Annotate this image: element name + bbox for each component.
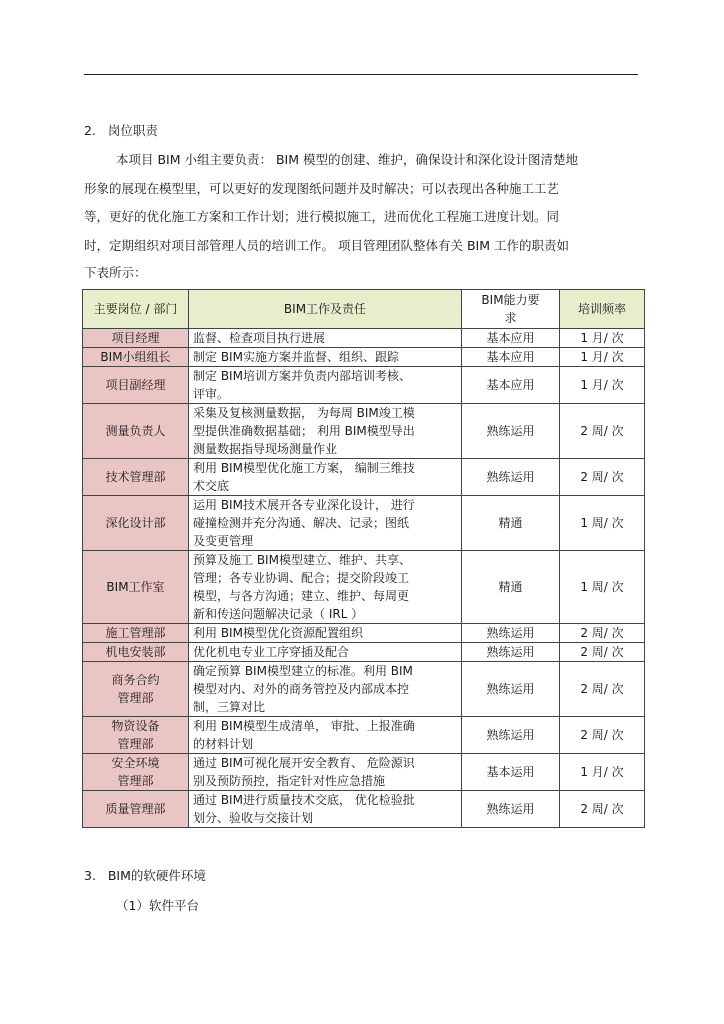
- role-line: BIM工作室: [106, 580, 165, 594]
- duty-cell: [189, 717, 462, 754]
- role-line: BIM小组组长: [100, 350, 171, 364]
- duty-cell: [189, 551, 462, 624]
- section-3-heading: [84, 868, 206, 884]
- duty-cell: [189, 754, 462, 791]
- duty-cell: [189, 662, 462, 717]
- frequency-cell: 2 周/ 次: [560, 624, 645, 643]
- role-line: 项目副经理: [105, 378, 166, 392]
- header-duty: BIM工作及责任: [189, 290, 462, 329]
- table-header-row: [83, 290, 645, 329]
- role-line: 物资设备: [111, 719, 160, 733]
- duty-line: 碰撞检测并充分沟通、解决、记录；图纸: [193, 516, 410, 530]
- table-row: [83, 551, 645, 624]
- role-cell: [83, 459, 189, 496]
- role-line: 项目经理: [111, 331, 160, 345]
- role-cell: [83, 551, 189, 624]
- header-skill-line: 求: [504, 311, 517, 325]
- duty-line: 运用 BIM技术展开各专业深化设计， 进行: [193, 498, 415, 512]
- duty-line: 采集及复核测量数据， 为每周 BIM竣工模: [193, 406, 415, 420]
- duty-line: 测量数据指导现场测量作业: [193, 442, 338, 456]
- role-line: 测量负责人: [105, 424, 166, 438]
- skill-cell: 精通: [462, 496, 560, 551]
- skill-cell: 基本应用: [462, 329, 560, 348]
- duty-line: 利用 BIM模型优化资源配置组织: [193, 626, 363, 640]
- skill-cell: 熟练运用: [462, 643, 560, 662]
- section-2-number: 2.: [84, 123, 96, 138]
- intro-line: 等，更好的优化施工方案和工作计划；进行模拟施工，进而优化工程施工进度计划。同: [84, 209, 560, 224]
- frequency-cell: 2 周/ 次: [560, 662, 645, 717]
- table-row: [83, 717, 645, 754]
- table-row: [83, 367, 645, 404]
- duty-cell: [189, 624, 462, 643]
- duty-cell: [189, 404, 462, 459]
- frequency-cell: 1 周/ 次: [560, 496, 645, 551]
- role-cell: [83, 754, 189, 791]
- skill-cell: 基本应用: [462, 348, 560, 367]
- skill-cell: 熟练运用: [462, 459, 560, 496]
- role-line: 管理部: [117, 774, 154, 788]
- role-cell: [83, 643, 189, 662]
- frequency-cell: 2 周/ 次: [560, 643, 645, 662]
- role-cell: [83, 791, 189, 828]
- duty-line: 利用 BIM模型优化施工方案， 编制三维技: [193, 461, 415, 475]
- table-row: [83, 496, 645, 551]
- duty-line: 管理；各专业协调、配合；提交阶段竣工: [193, 571, 410, 585]
- role-cell: [83, 662, 189, 717]
- table-row: [83, 754, 645, 791]
- duty-cell: [189, 459, 462, 496]
- section-3-number: 3.: [84, 868, 96, 883]
- role-line: 商务合约: [111, 673, 160, 687]
- header-skill-line: BIM能力要: [481, 293, 540, 307]
- duty-cell: [189, 496, 462, 551]
- duty-line: 新和传送问题解决记录（ IRL ）: [193, 607, 364, 621]
- intro-line: 时，定期组织对项目部管理人员的培训工作。 项目管理团队整体有关 BIM 工作的职责如: [84, 238, 569, 253]
- bim-responsibility-table: [82, 289, 645, 828]
- skill-cell: 基本运用: [462, 754, 560, 791]
- header-skill: [462, 290, 560, 329]
- duty-line: 划分、验收与交接计划: [193, 811, 314, 825]
- table-row: [83, 348, 645, 367]
- skill-cell: 熟练运用: [462, 404, 560, 459]
- duty-line: 制定 BIM实施方案并监督、组织、跟踪: [193, 350, 399, 364]
- frequency-cell: 2 周/ 次: [560, 717, 645, 754]
- section-2-heading: [84, 123, 158, 139]
- duty-line: 监督、检查项目执行进展: [193, 331, 326, 345]
- duty-line: 的材料计划: [193, 737, 254, 751]
- intro-line: 形象的展现在模型里，可以更好的发现图纸问题并及时解决；可以表现出各种施工工艺: [84, 181, 560, 196]
- duty-line: 通过 BIM进行质量技术交底， 优化检验批: [193, 793, 415, 807]
- duty-line: 确定预算 BIM模型建立的标准。利用 BIM: [193, 664, 413, 678]
- role-line: 机电安装部: [105, 645, 166, 659]
- frequency-cell: 2 周/ 次: [560, 791, 645, 828]
- table-row: [83, 791, 645, 828]
- duty-line: 利用 BIM模型生成清单， 审批、上报准确: [193, 719, 415, 733]
- duty-line: 及变更管理: [193, 534, 254, 548]
- duty-line: 模型，与各方沟通；建立、维护、每周更: [193, 589, 410, 603]
- skill-cell: 熟练运用: [462, 662, 560, 717]
- role-line: 深化设计部: [105, 516, 166, 530]
- table-row: [83, 404, 645, 459]
- duty-line: 优化机电专业工序穿插及配合: [193, 645, 350, 659]
- skill-cell: 精通: [462, 551, 560, 624]
- role-cell: [83, 367, 189, 404]
- frequency-cell: 2 周/ 次: [560, 404, 645, 459]
- duty-line: 模型对内、对外的商务管控及内部成本控: [193, 682, 410, 696]
- duty-line: 预算及施工 BIM模型建立、维护、共享、: [193, 553, 411, 567]
- duty-line: 制，三算对比: [193, 700, 266, 714]
- duty-cell: [189, 643, 462, 662]
- section-2-title: 岗位职责: [107, 123, 158, 138]
- frequency-cell: 1 月/ 次: [560, 348, 645, 367]
- duty-line: 评审。: [193, 387, 230, 401]
- role-line: 质量管理部: [105, 802, 166, 816]
- table-row: [83, 662, 645, 717]
- skill-cell: 熟练运用: [462, 791, 560, 828]
- table-row: [83, 643, 645, 662]
- duty-line: 别及预防预控，指定针对性应急措施: [193, 774, 386, 788]
- duty-cell: [189, 791, 462, 828]
- table-row: [83, 459, 645, 496]
- role-cell: [83, 329, 189, 348]
- header-role: 主要岗位 / 部门: [83, 290, 189, 329]
- role-line: 安全环境: [111, 756, 160, 770]
- section-3-title: BIM的软硬件环境: [107, 868, 206, 883]
- role-cell: [83, 348, 189, 367]
- duty-line: 术交底: [193, 479, 230, 493]
- role-line: 施工管理部: [105, 626, 166, 640]
- role-cell: [83, 404, 189, 459]
- skill-cell: 熟练运用: [462, 624, 560, 643]
- role-line: 技术管理部: [105, 470, 166, 484]
- role-cell: [83, 717, 189, 754]
- frequency-cell: 2 周/ 次: [560, 459, 645, 496]
- intro-line: 本项目 BIM 小组主要负责： BIM 模型的创建、维护，确保设计和深化设计图清楚地: [116, 152, 578, 167]
- table-row: [83, 624, 645, 643]
- role-cell: [83, 624, 189, 643]
- duty-line: 型提供准确数据基础； 利用 BIM模型导出: [193, 424, 415, 438]
- frequency-cell: 1 周/ 次: [560, 551, 645, 624]
- role-line: 管理部: [117, 691, 154, 705]
- duty-line: 通过 BIM可视化展开安全教育、 危险源识: [193, 756, 415, 770]
- duty-line: 制定 BIM培训方案并负责内部培训考核、: [193, 369, 411, 383]
- duty-cell: [189, 348, 462, 367]
- header-frequency: 培训频率: [560, 290, 645, 329]
- table-row: [83, 329, 645, 348]
- intro-line: 下表所示：: [84, 265, 147, 280]
- subsection-software-platform: （1）软件平台: [116, 898, 199, 913]
- frequency-cell: 1 月/ 次: [560, 754, 645, 791]
- skill-cell: 基本应用: [462, 367, 560, 404]
- frequency-cell: 1 月/ 次: [560, 329, 645, 348]
- skill-cell: 熟练运用: [462, 717, 560, 754]
- role-cell: [83, 496, 189, 551]
- top-rule: [84, 74, 638, 75]
- frequency-cell: 1 月/ 次: [560, 367, 645, 404]
- duty-cell: [189, 329, 462, 348]
- duty-cell: [189, 367, 462, 404]
- role-line: 管理部: [117, 737, 154, 751]
